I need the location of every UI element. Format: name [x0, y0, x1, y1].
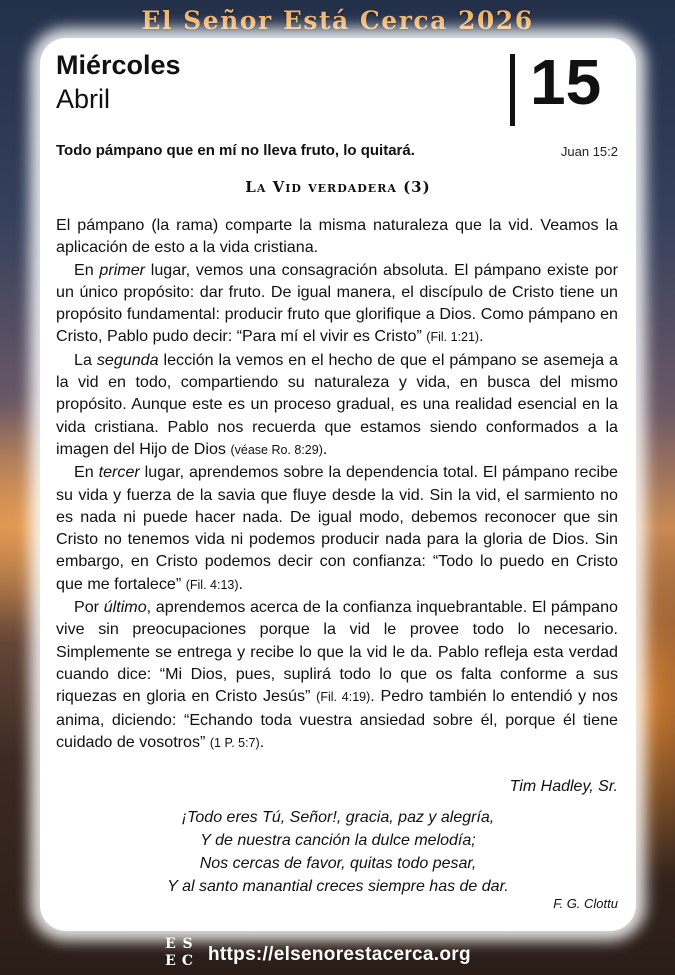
month: Abril	[56, 84, 111, 114]
poem-author: F. G. Clottu	[553, 896, 618, 911]
esec-logo: E S E C	[165, 936, 194, 969]
day-number: 15	[530, 46, 602, 118]
scripture-citation: (Fil. 4:13)	[185, 577, 239, 592]
poem-line: Y al santo manantial creces siempre has de dar.	[167, 878, 509, 895]
date-divider	[510, 54, 515, 126]
paragraph-5: Por último, aprendemos acerca de la confianza inquebrantable. El pámpano vive sin preocupaciones porque la vid le provee todo lo necesario. Simplemente se entrega y recibe lo que la vid le da. Pablo refleja esta verdad cuando dice: “Mi Dios, pues, suplirá todo lo que os falta conforme a sus riquezas en gloria en Cristo Jesús” (Fil. 4:19). Pedro también lo entendió y nos anima, diciendo: “Echando toda vuestra ansiedad sobre él, porque él tiene cuidado de vosotros” (1 P. 5:7).	[56, 598, 618, 751]
scripture-citation: (1 P. 5:7)	[209, 735, 260, 750]
scripture-citation: (véase Ro. 8:29)	[230, 442, 323, 457]
publication-title: El Señor Está Cerca 2026	[141, 6, 534, 35]
devotional-body	[56, 214, 618, 754]
devotional-author: Tim Hadley, Sr.	[509, 778, 618, 795]
poem	[40, 806, 636, 898]
scripture-citation: (Fil. 1:21)	[426, 330, 480, 345]
paragraph-3: La segunda lección la vemos en el hecho de que el pámpano se asemeja a la vid en todo, compartiendo su naturaleza y vida, en busca del mismo propósito. Aunque este es un proceso gradual, es una realidad esencial en la vida cristiana. Pablo nos recuerda que estamos siendo conformados a la imagen del Hijo de Dios (véase Ro. 8:29).	[56, 350, 618, 458]
weekday: Miércoles	[56, 50, 181, 80]
verse-reference: Juan 15:2	[560, 144, 618, 159]
poem-line: Y de nuestra canción la dulce melodía;	[200, 832, 476, 849]
paragraph-2: En primer lugar, vemos una consagración absoluta. El pámpano existe por un único propósito: dar fruto. De igual manera, el discípulo de Cristo tiene un propósito fundamental: producir fruto que glorifique a Dios. Como pámpano en Cristo, Pablo pudo decir: “Para mí el vivir es Cristo” (Fil. 1:21).	[56, 260, 618, 346]
paragraph-4: En tercer lugar, aprendemos sobre la dependencia total. El pámpano recibe su vida y fuerza de la savia que fluye desde la vid. Sin la vid, el sarmiento no es nada ni puede hacer nada. De igual modo, debemos reconocer que sin Cristo no tenemos vida ni podemos producir nada para la gloria de Dios. Sin embargo, en Cristo podemos decir con confianza: “Todo lo puedo en Cristo que me fortalece” (Fil. 4:13).	[56, 463, 618, 593]
poem-line: ¡Todo eres Tú, Señor!, gracia, paz y alegría,	[181, 809, 495, 826]
devotional-card	[40, 38, 636, 931]
poem-line: Nos cercas de favor, quitas todo pesar,	[199, 855, 477, 872]
scripture-citation: (Fil. 4:19)	[316, 690, 371, 705]
key-verse: Todo pámpano que en mí no lleva fruto, lo quitará.	[56, 142, 415, 159]
paragraph-1: El pámpano (la rama) comparte la misma naturaleza que la vid. Veamos la aplicación de esto a la vida cristiana.	[56, 216, 618, 257]
website-link[interactable]: https://elsenorestacerca.org	[208, 944, 471, 965]
devotional-title: La Vid verdadera (3)	[245, 178, 431, 196]
